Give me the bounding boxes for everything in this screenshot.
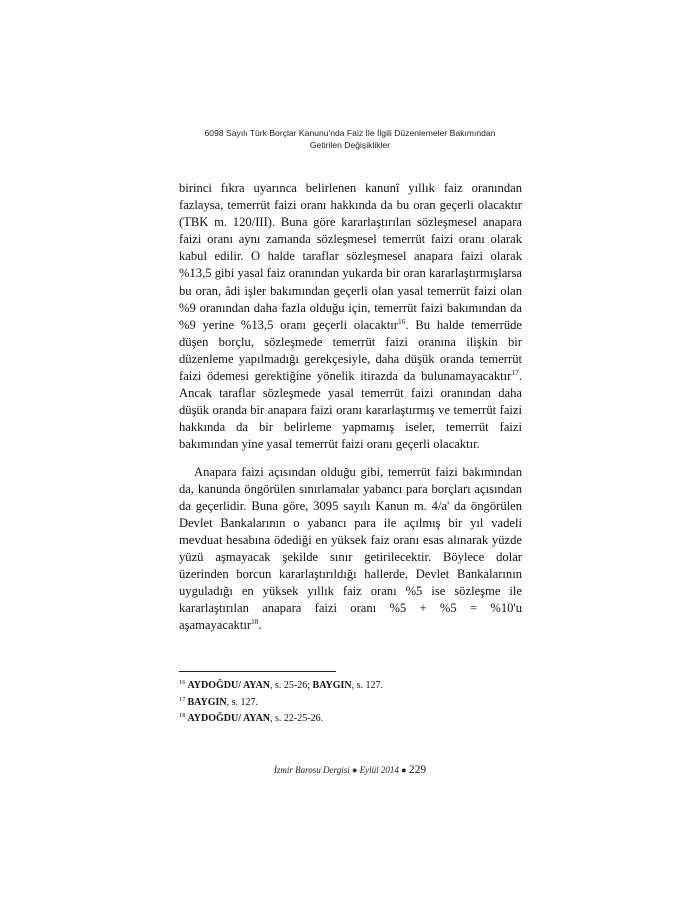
paragraph-1-text-b: . Bu halde temerrüde düşen borçlu, sözleşmede temerrüt faizi oranına ilişkin bir düzenleme yapılmadığı gerekçesiyle, daha düşük oranda temerrüt faizi ödemesi gerektiğine yönelik itirazda da bulunamayacaktır: [179, 317, 523, 384]
body-text: [179, 180, 522, 634]
bullet-separator: ●: [351, 765, 358, 775]
footnote-16: [179, 678, 522, 695]
paragraph-2: [179, 464, 522, 635]
footnote-number: 16: [179, 679, 186, 686]
page-number: 229: [408, 764, 427, 776]
footnote-reference: , s. 127.: [226, 696, 258, 708]
bullet-separator: ●: [401, 765, 407, 775]
footnote-author: AYDOĞDU/ AYAN: [187, 713, 271, 724]
footnote-ref-16[interactable]: 16: [397, 316, 406, 326]
paragraph-2-text-b: .: [258, 618, 262, 633]
issue-date: Eylül 2014: [359, 765, 399, 775]
footnote-ref-17[interactable]: 17: [511, 368, 519, 378]
paragraph-2-text-a: Anapara faizi açısından olduğu gibi, temerrüt faizi bakımından da, kanunda öngörülen sınırlamalar yabancı para borçları açısından da geçerlidir. Buna göre, 3095 sayılı Kanun m. 4/a' da öngörülen Devlet Bankalarının o yabancı para ile açılmış bir yıl vadeli mevduat hesabına ödediği en yüksek faiz oranı esas alınarak yüzde yüzü aşmayacak şekilde sınır getirilecektir. Böylece dolar üzerinden borcun kararlaştırıldığı hallerde, Devlet Bankalarının uyguladığı en yüksek yıllık faiz oranı %5 ise sözleşme ile kararlaştırılan anapara faizi oranı %5 + %5 = %10'u aşamayacaktır: [179, 464, 522, 633]
paragraph-1: [179, 180, 522, 454]
footnote-author: AYDOĞDU/ AYAN: [187, 680, 271, 691]
paragraph-1-text-a: birinci fıkra uyarınca belirlenen kanunî yıllık faiz oranından fazlaysa, temerrüt faizi oranı hakkında da bu oran geçerli olacaktır (TBK m. 120/III). Buna göre kararlaştırılan sözleşmesel anapara faizi oranı aynı zamanda sözleşmesel temerrüt faizi oranı olarak kabul edilir. O halde taraflar sözleşmesel anapara faizi olarak %13,5 gibi yasal faiz oranından yukarda bir oran kararlaştırmışlarsa bu oran, âdi işler bakımından geçerli olan yasal temerrüt faizi olan %9 oranından daha fazla olduğu için, temerrüt faizi bakımından da %9 yerine %13,5 oranı geçerli olacaktır: [179, 181, 522, 332]
footnote-17: [179, 695, 522, 712]
footnote-author: BAYGIN: [187, 696, 227, 708]
footnote-18: [179, 711, 522, 728]
footnote-number: 18: [179, 712, 186, 719]
journal-name: İzmir Barosu Dergisi: [273, 765, 350, 775]
footnote-reference: , s. 25-26;: [270, 680, 313, 691]
page-footer: [180, 764, 520, 776]
footnote-number: 17: [179, 695, 186, 703]
footnote-reference: , s. 22-25-26.: [270, 713, 324, 724]
running-header-line-2: Getirilen Değişiklikler: [309, 140, 391, 150]
footnote-reference: , s. 127.: [351, 680, 384, 691]
footnotes: [179, 678, 522, 728]
running-header-line-1: 6098 Sayılı Türk Borçlar Kanunu'nda Faiz İle İlgili Düzenlemeler Bakımından: [204, 128, 496, 138]
footnote-ref-18[interactable]: 18: [251, 617, 259, 627]
footnote-author: BAYGIN: [312, 680, 352, 691]
running-header: [175, 127, 525, 151]
paragraph-1-text-c: . Ancak taraflar sözleşmede yasal temerrüt faizi oranından daha düşük oranda bir anapara faizi oranı kararlaştırmış ve temerrüt faizi hakkında da bir belirleme yapmamış iseler, temerrüt faizi bakımından yine yasal temerrüt faizi oranı geçerli olacaktır.: [179, 369, 522, 452]
footnote-divider: [179, 671, 336, 672]
